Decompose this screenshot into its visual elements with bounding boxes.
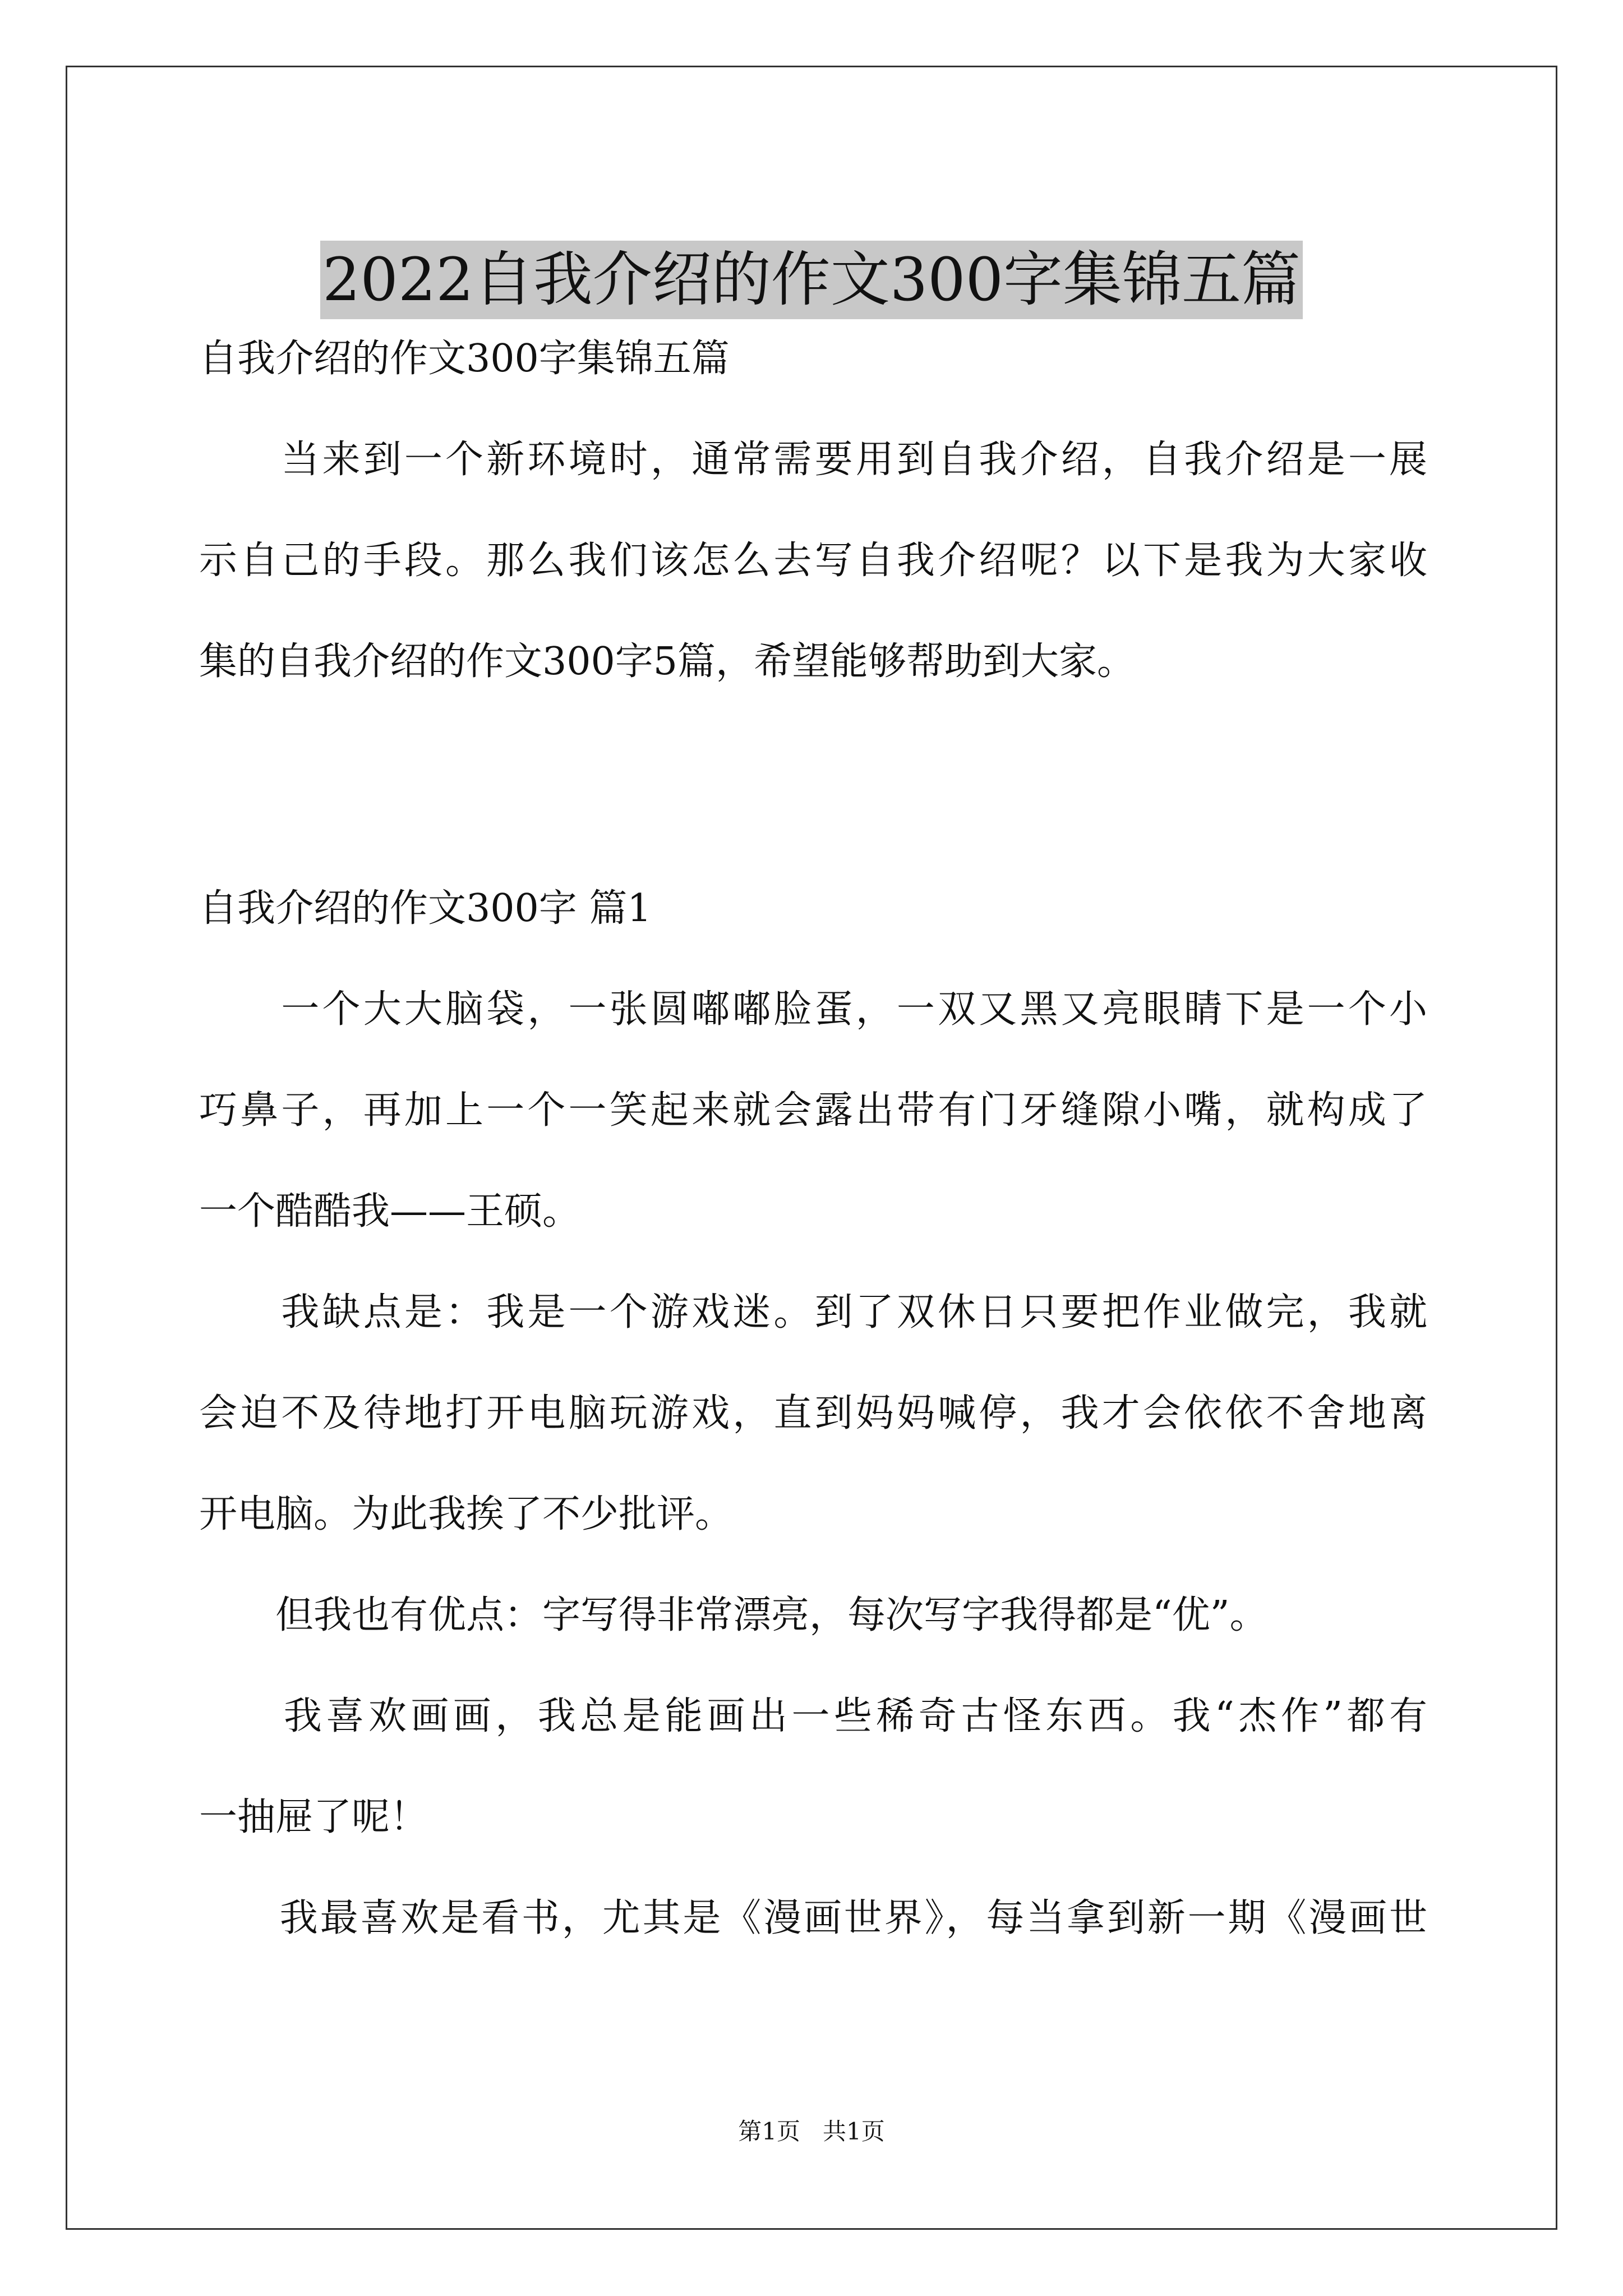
paragraph-line: 开电脑。为此我挨了不少批评。 (199, 1492, 734, 1536)
subtitle-line: 自我介绍的作文300字集锦五篇 (199, 337, 730, 381)
paragraph-line: 但我也有优点：字写得非常漂亮，每次写字我得都是“优”。 (199, 1593, 1268, 1637)
paragraph-line: 我喜欢画画，我总是能画出一些稀奇古怪东西。我“杰作”都有 (199, 1694, 1427, 1738)
document-title: 2022自我介绍的作文300字集锦五篇 (320, 241, 1303, 319)
page-footer: 第1页 共1页 (738, 2118, 885, 2145)
paragraph-line: 当来到一个新环境时，通常需要用到自我介绍，自我介绍是一展 (199, 438, 1427, 482)
paragraph-line: 集的自我介绍的作文300字5篇，希望能够帮助到大家。 (199, 639, 1136, 684)
paragraph-line: 我最喜欢是看书，尤其是《漫画世界》，每当拿到新一期《漫画世 (199, 1896, 1427, 1940)
section-heading: 自我介绍的作文300字 篇1 (199, 886, 652, 931)
paragraph-line: 一抽屉了呢！ (199, 1795, 428, 1839)
title-container (0, 201, 1623, 315)
paragraph-line: 我缺点是：我是一个游戏迷。到了双休日只要把作业做完，我就 (199, 1290, 1427, 1335)
paragraph-line: 一个酷酷我——王硕。 (199, 1189, 581, 1234)
paragraph-line: 一个大大脑袋，一张圆嘟嘟脸蛋，一双又黑又亮眼睛下是一个小 (199, 987, 1427, 1032)
paragraph-line: 示自己的手段。那么我们该怎么去写自我介绍呢？以下是我为大家收 (199, 539, 1427, 583)
paragraph-line: 会迫不及待地打开电脑玩游戏，直到妈妈喊停，我才会依依不舍地离 (199, 1391, 1427, 1435)
paragraph-line: 巧鼻子，再加上一个一笑起来就会露出带有门牙缝隙小嘴，就构成了 (199, 1088, 1427, 1133)
